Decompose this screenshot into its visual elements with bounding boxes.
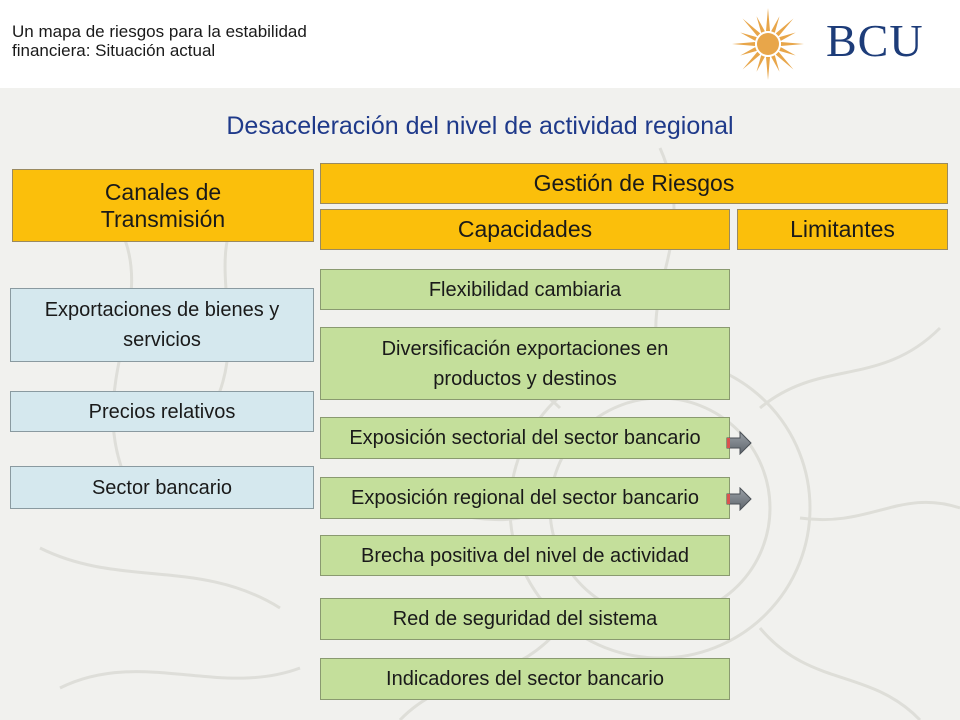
capacidad-box [320, 535, 730, 576]
header-capacidades-label: Capacidades [457, 216, 593, 242]
capacidad-box [320, 269, 730, 310]
capacidad-box [320, 327, 730, 400]
capacidad-box [320, 598, 730, 640]
header-gestion-label: Gestión de Riesgos [533, 170, 735, 196]
capacidad-box [320, 477, 730, 519]
capacidad-label: Indicadores del sector bancario [386, 668, 664, 690]
logo-text: BCU [826, 15, 924, 66]
capacidad-box [320, 658, 730, 700]
capacidad-label: Red de seguridad del sistema [392, 608, 658, 630]
header-title-line1: Un mapa de riesgos para la estabilidad [12, 22, 307, 41]
header-gestion [320, 163, 948, 204]
right-arrow-icon [726, 431, 752, 455]
capacidad-label: Exposición regional del sector bancario [351, 487, 699, 509]
header-canales-label: Canales de Transmisión [100, 178, 226, 232]
header-limitantes [737, 209, 948, 250]
header-title-line2: financiera: Situación actual [12, 41, 216, 60]
header-limitantes-label: Limitantes [790, 216, 895, 242]
capacidad-box [320, 417, 730, 459]
capacidad-label: Brecha positiva del nivel de actividad [361, 544, 689, 567]
canal-label: Precios relativos [88, 400, 236, 423]
sun-logo-icon [728, 6, 808, 82]
header-title [12, 22, 392, 60]
right-arrow-icon [726, 487, 752, 511]
capacidad-label: Diversificación exportaciones en productos y destinos [381, 337, 669, 390]
capacidad-label: Exposición sectorial del sector bancario [349, 427, 701, 449]
canal-label: Exportaciones de bienes y servicios [44, 299, 280, 351]
header-canales [12, 169, 314, 242]
header-capacidades [320, 209, 730, 250]
capacidad-label: Flexibilidad cambiaria [428, 278, 622, 301]
bcu-logo [708, 0, 960, 88]
canal-box [10, 391, 314, 432]
canal-box [10, 466, 314, 509]
canal-box [10, 288, 314, 362]
main-title: Desaceleración del nivel de actividad regional [226, 112, 734, 140]
canal-label: Sector bancario [91, 476, 233, 499]
